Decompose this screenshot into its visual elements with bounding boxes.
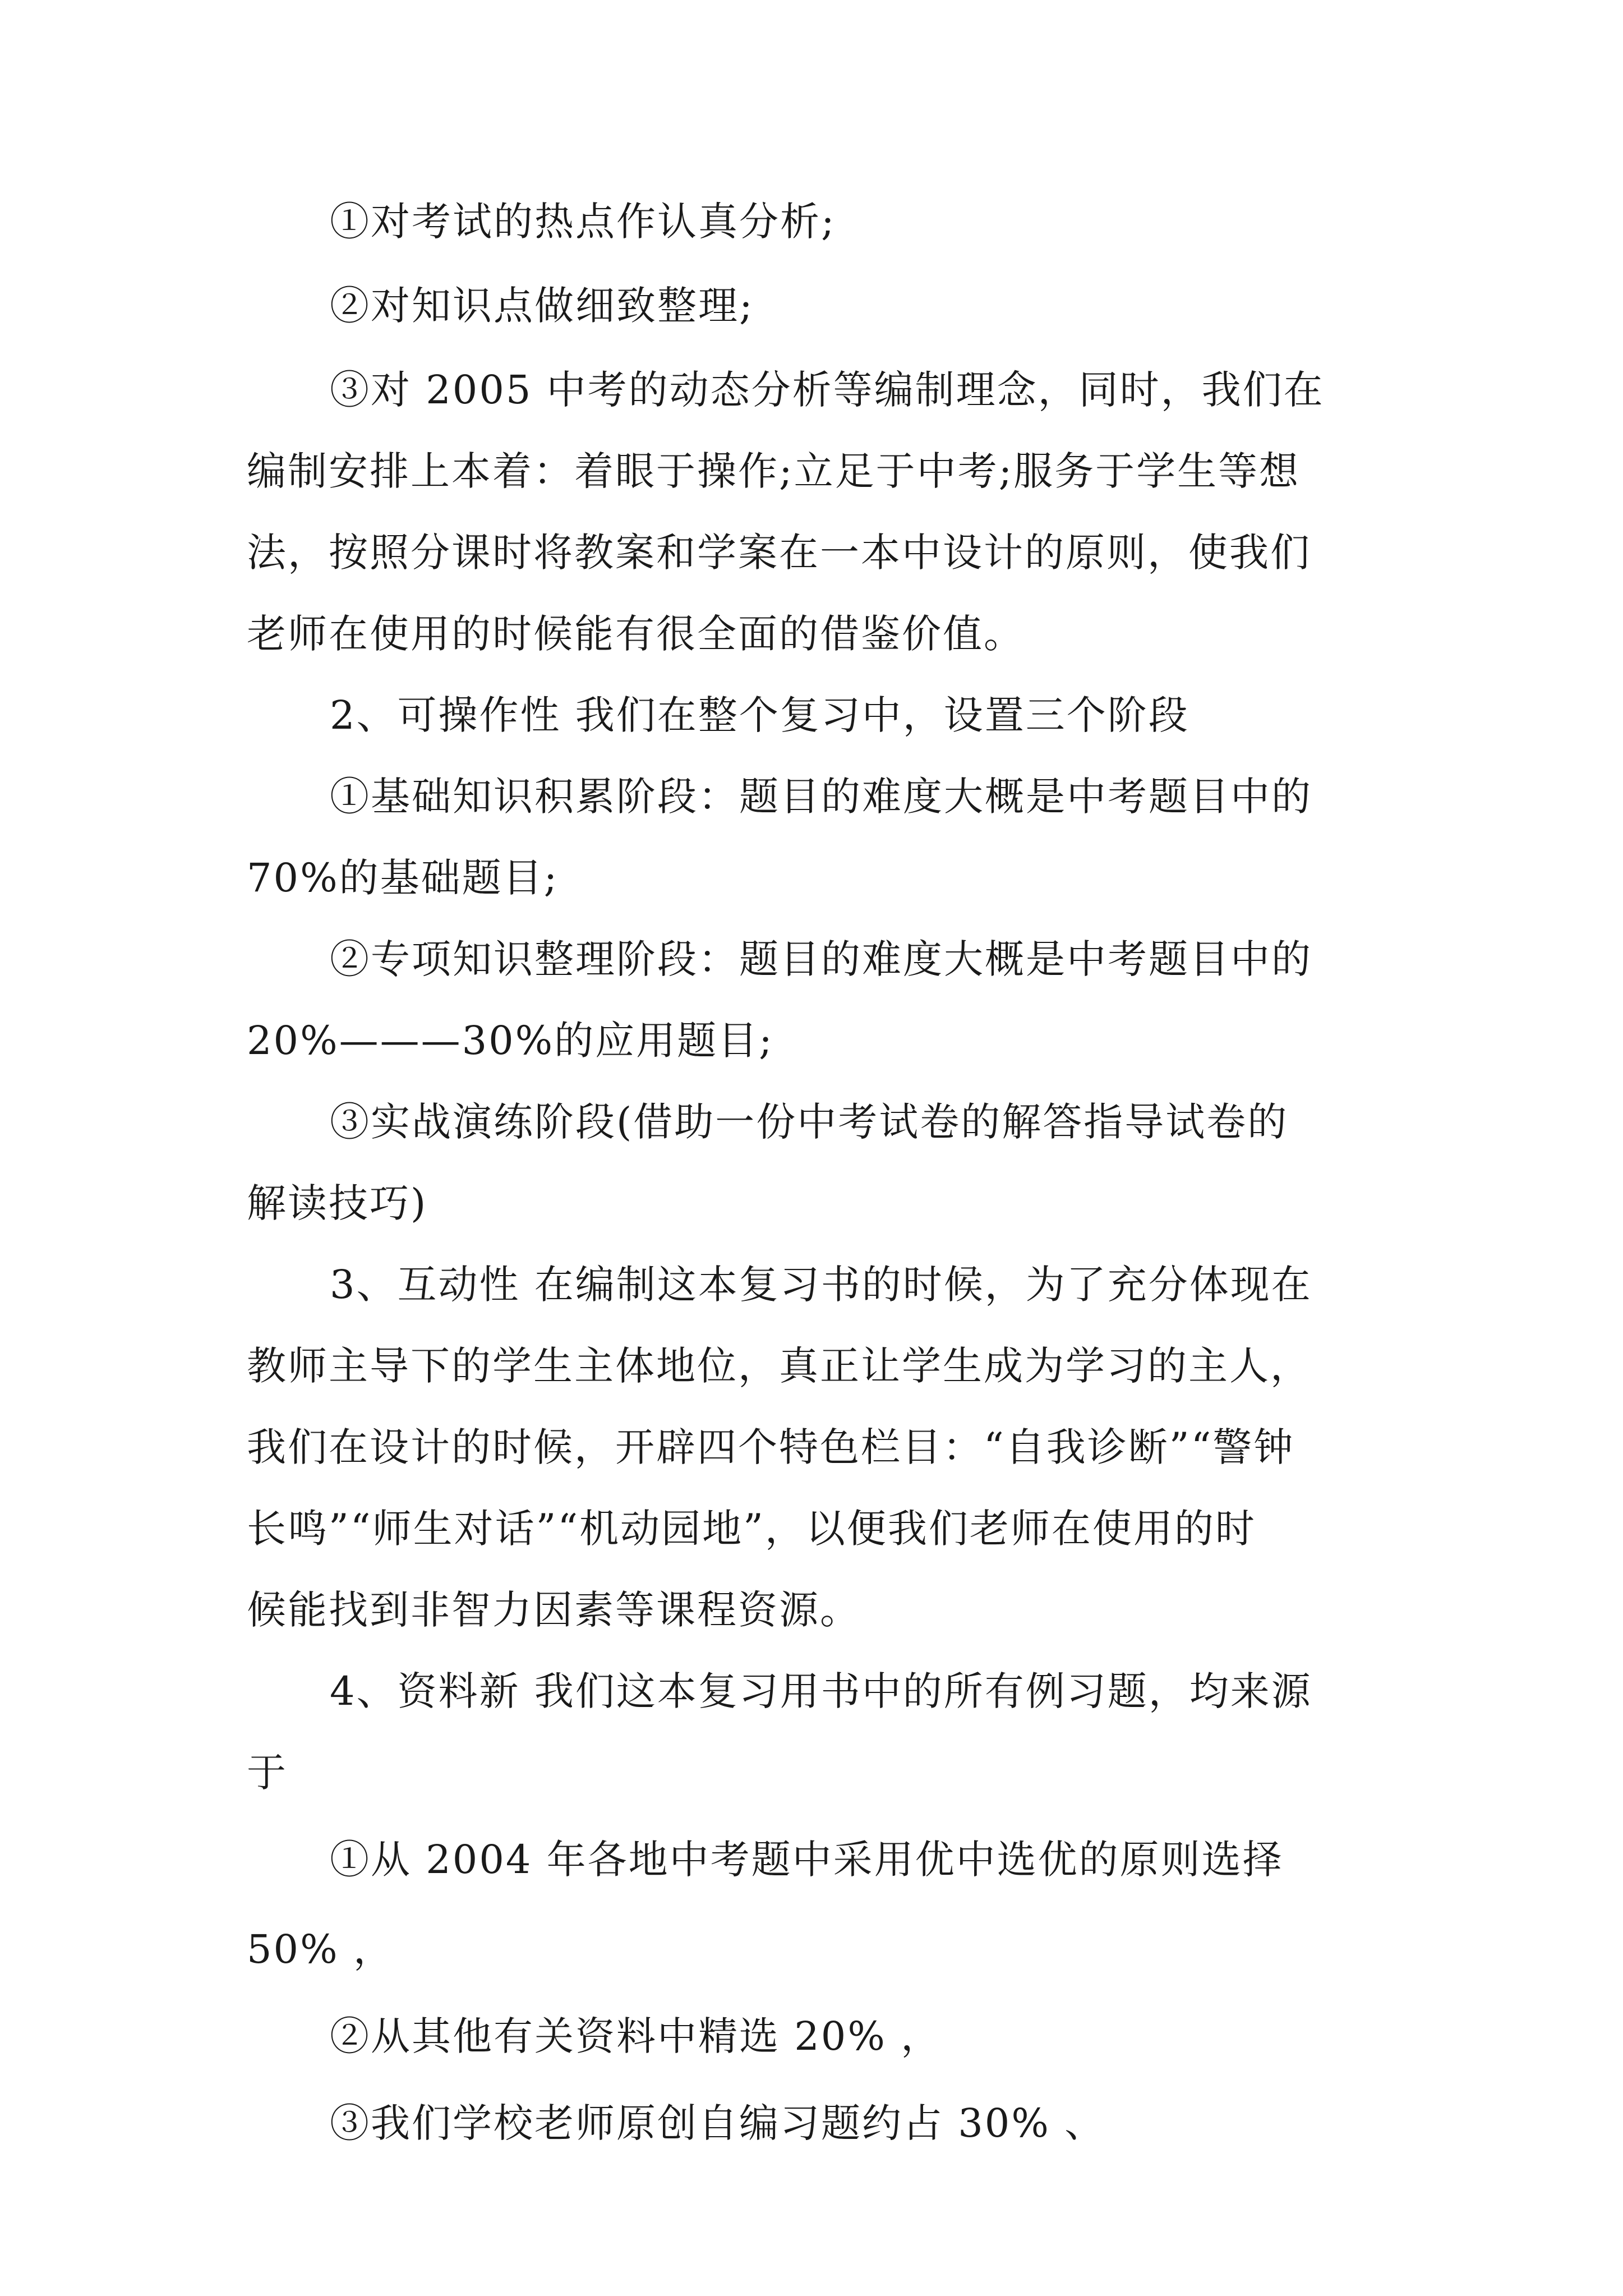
text-line: 教师主导下的学生主体地位，真正让学生成为学习的主人，: [247, 1343, 1311, 1389]
text-line: 3、互动性 在编制这本复习书的时候，为了充分体现在: [330, 1262, 1312, 1308]
text-line: 我们在设计的时候，开辟四个特色栏目：“自我诊断”“警钟: [247, 1424, 1295, 1470]
text-line: ③我们学校老师原创自编习题约占 30% 、: [330, 2100, 1106, 2146]
text-line: ①对考试的热点作认真分析;: [330, 199, 836, 245]
text-line: ①从 2004 年各地中考题中采用优中选优的原则选择: [330, 1837, 1284, 1883]
text-line: ①基础知识积累阶段：题目的难度大概是中考题目中的: [330, 774, 1312, 820]
text-line: 70%的基础题目;: [247, 855, 559, 901]
text-line: 20%———30%的应用题目;: [247, 1018, 774, 1064]
text-line: ②专项知识整理阶段：题目的难度大概是中考题目中的: [330, 936, 1312, 982]
text-line: 4、资料新 我们这本复习用书中的所有例习题，均来源: [330, 1668, 1312, 1714]
text-line: 50% ，: [247, 1926, 394, 1972]
text-line: ③实战演练阶段(借助一份中考试卷的解答指导试卷的: [330, 1099, 1289, 1145]
text-line: 2、可操作性 我们在整个复习中，设置三个阶段: [330, 692, 1189, 738]
text-line: 编制安排上本着：着眼于操作;立足于中考;服务于学生等想: [247, 448, 1301, 494]
text-line: 于: [247, 1750, 288, 1796]
text-line: 老师在使用的时候能有很全面的借鉴价值。: [247, 611, 1025, 657]
text-line: ②对知识点做细致整理;: [330, 283, 754, 329]
text-line: ③对 2005 中考的动态分析等编制理念，同时，我们在: [330, 367, 1325, 413]
text-line: ②从其他有关资料中精选 20% ，: [330, 2013, 942, 2059]
text-line: 解读技巧): [247, 1180, 428, 1226]
text-line: 候能找到非智力因素等课程资源。: [247, 1587, 861, 1633]
text-line: 长鸣”“师生对话”“机动园地”，以便我们老师在使用的时: [247, 1506, 1256, 1552]
text-line: 法，按照分课时将教案和学案在一本中设计的原则，使我们: [247, 530, 1311, 576]
